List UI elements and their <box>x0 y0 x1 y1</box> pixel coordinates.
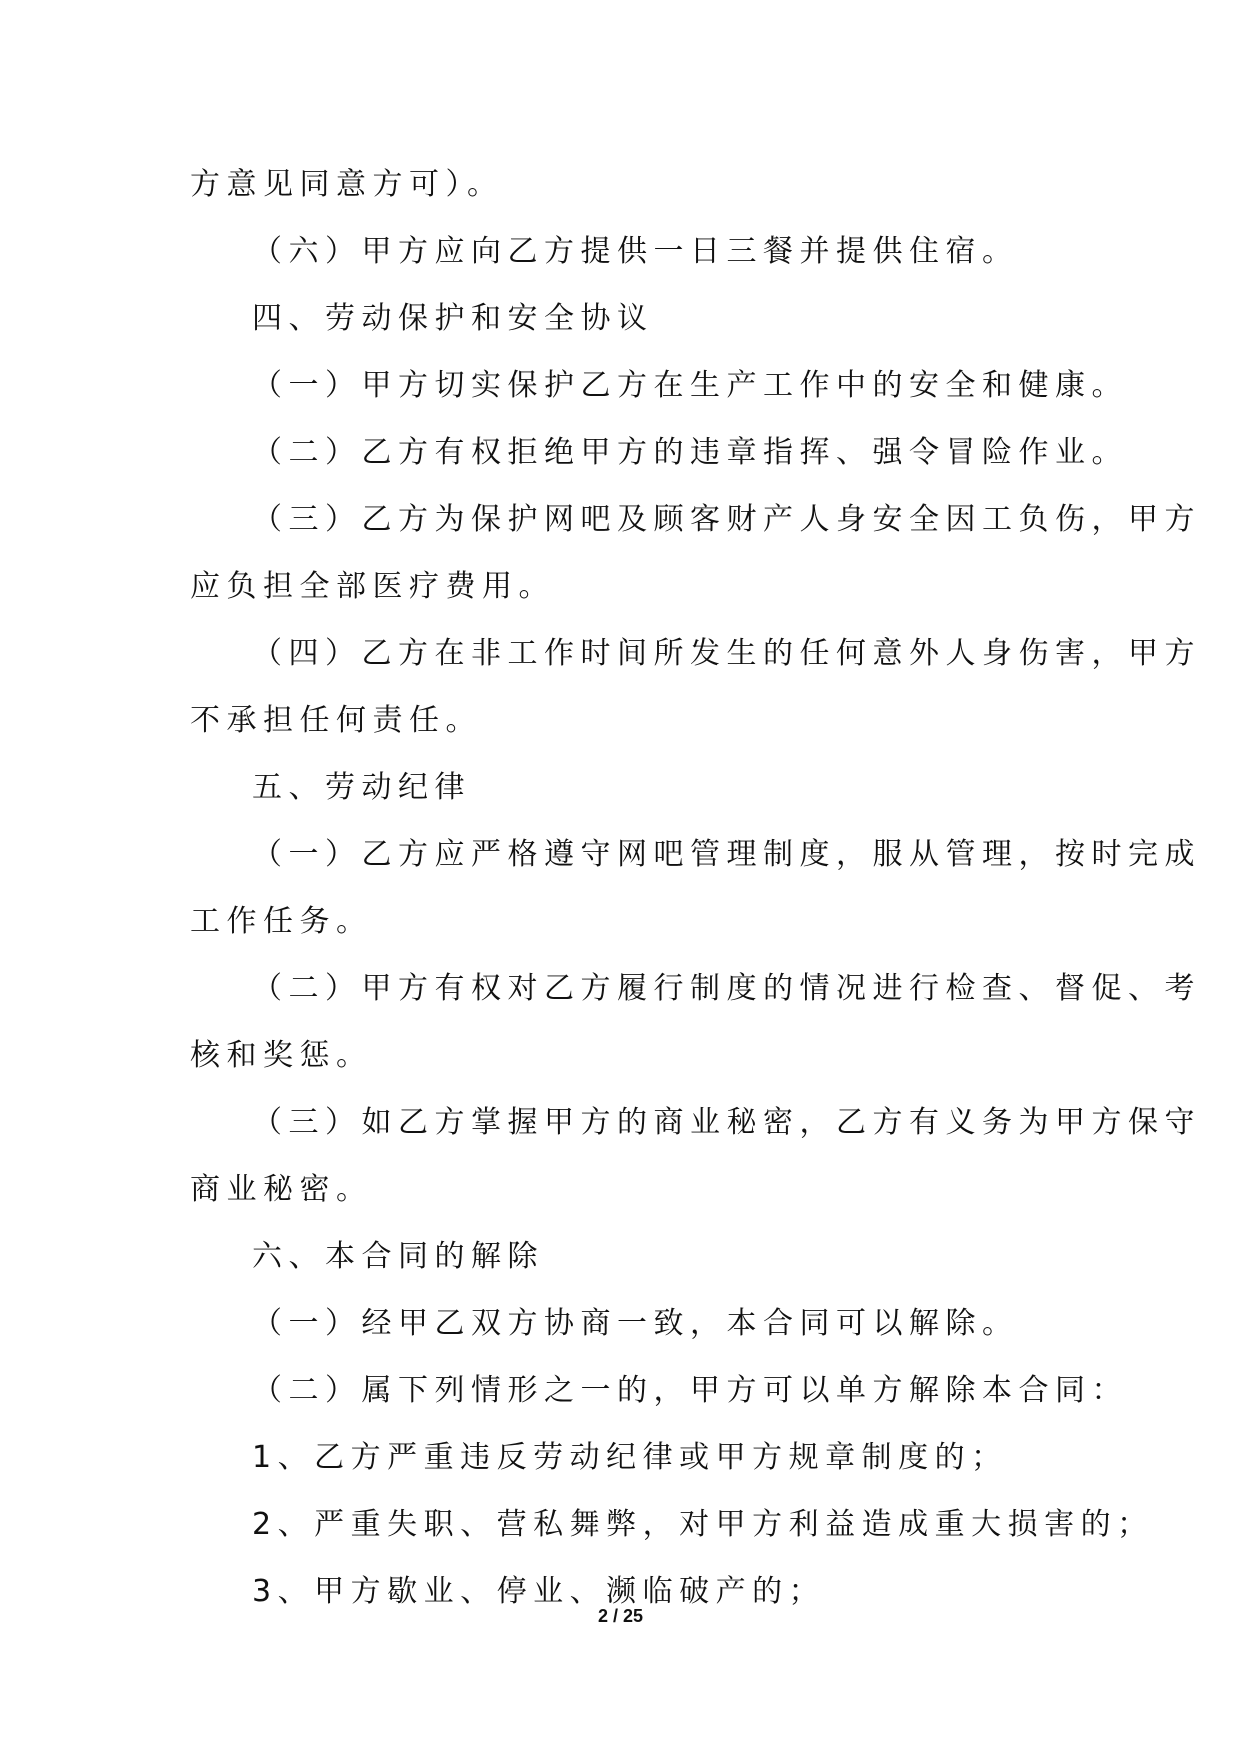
text-line: 方意见同意方可）。 <box>190 167 504 202</box>
text-line: （三）乙方为保护网吧及顾客财产人身安全因工负伤，甲方 <box>252 502 1201 537</box>
page-number: 2 / 25 <box>597 1606 644 1626</box>
text-line: （六）甲方应向乙方提供一日三餐并提供住宿。 <box>252 234 1019 269</box>
section-heading: 五、劳动纪律 <box>252 770 471 805</box>
text-line: （二）属下列情形之一的，甲方可以单方解除本合同： <box>252 1373 1128 1408</box>
text-line: 不承担任何责任。 <box>190 703 482 738</box>
text-line: （二）甲方有权对乙方履行制度的情况进行检查、督促、考 <box>252 971 1201 1006</box>
text-line: （三）如乙方掌握甲方的商业秘密，乙方有义务为甲方保守 <box>252 1105 1201 1140</box>
text-line: （一）乙方应严格遵守网吧管理制度，服从管理，按时完成 <box>252 837 1201 872</box>
text-line: 核和奖惩。 <box>190 1038 373 1073</box>
text-line: 商业秘密。 <box>190 1172 373 1207</box>
section-heading: 六、本合同的解除 <box>252 1239 544 1274</box>
list-item: 2、严重失职、营私舞弊，对甲方利益造成重大损害的； <box>252 1507 1154 1542</box>
list-item: 3、甲方歇业、停业、濒临破产的； <box>252 1574 826 1609</box>
text-line: 工作任务。 <box>190 904 373 939</box>
section-heading: 四、劳动保护和安全协议 <box>252 301 654 336</box>
text-line: （一）经甲乙双方协商一致，本合同可以解除。 <box>252 1306 1019 1341</box>
text-line: （二）乙方有权拒绝甲方的违章指挥、强令冒险作业。 <box>252 435 1128 470</box>
list-item: 1、乙方严重违反劳动纪律或甲方规章制度的； <box>252 1440 1008 1475</box>
text-line: （一）甲方切实保护乙方在生产工作中的安全和健康。 <box>252 368 1128 403</box>
text-line: 应负担全部医疗费用。 <box>190 569 555 604</box>
text-line: （四）乙方在非工作时间所发生的任何意外人身伤害，甲方 <box>252 636 1201 671</box>
